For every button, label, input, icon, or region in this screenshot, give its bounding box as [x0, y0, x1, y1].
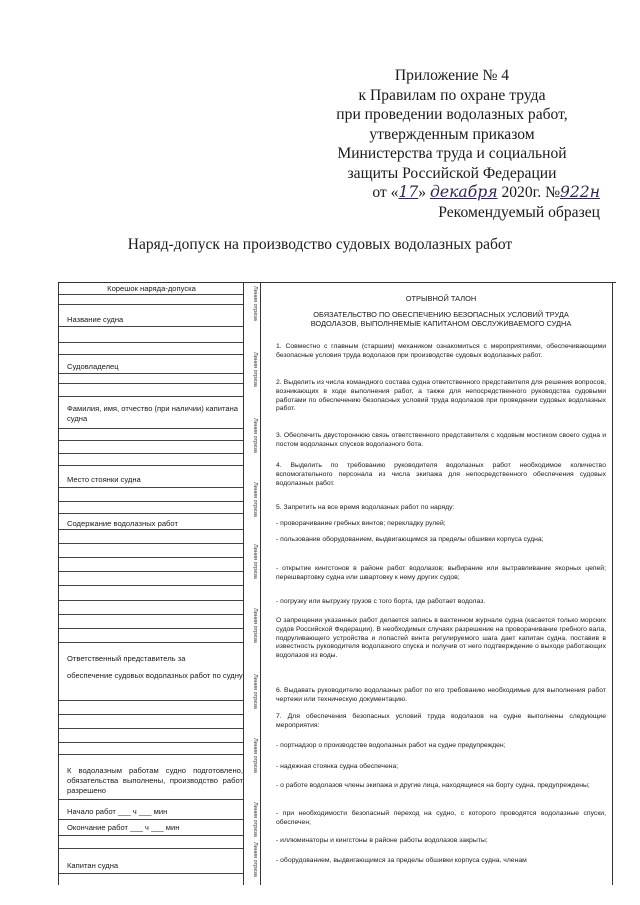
- captain-label: Капитан судна: [67, 861, 119, 870]
- coupon-paragraph: 1. Совместно с главным (старшим) механиком ознакомиться с мероприятиями, обеспечивающими безопасные условия труда водолазов при производстве судовых водолазных работ.: [276, 343, 606, 359]
- coupon-header: ОТРЫВНОЙ ТАЛОН: [405, 294, 477, 303]
- coupon-paragraph: 6. Выдавать руководителю водолазных работ по его требованию необходимые для выполнения работ чертежи или техническую документацию.: [276, 687, 606, 703]
- date-prefix: от «: [372, 184, 399, 201]
- content-label: Содержание водолазных работ: [67, 519, 178, 528]
- appendix-line: к Правилам по охране труда: [358, 86, 546, 104]
- coupon-item: - надежная стоянка судна обеспечена;: [276, 763, 399, 770]
- page-title: Наряд-допуск на производство судовых водолазных работ: [127, 236, 513, 253]
- coupon-item: - открытие кингстонов в районе работ водолазов; выбирание или вытравливание якорных цепей; перешвартовку судна или швартовку к нему других судов;: [276, 565, 606, 581]
- coupon-column: [270, 282, 613, 885]
- coupon-item: - портнадзор о производстве водолазных работ на судне предупрежден;: [276, 742, 506, 749]
- coupon-item: - при необходимости безопасный переход на судно, с которого проводятся водолазные спуски, обеспечен;: [276, 810, 606, 826]
- coupon-item: - пользование оборудованием, выдвигающимся за пределы обшивки корпуса судна;: [276, 536, 544, 543]
- appendix-line: утвержденным приказом: [369, 125, 535, 143]
- order-number: 922н: [559, 183, 600, 201]
- coupon-paragraph: 3. Обеспечить двустороннюю связь ответственного представителя с ходовым мостиком своего судна и постом водолазных спусков водолазного бота.: [276, 432, 606, 448]
- permit-form: Корешок наряда-допуска Название судна Судовладелец Фамилия, имя, отчество (при наличии) капитана судна Место стоянки судна Содержание водолазных работ Ответственный представитель за обеспечение судовых водолазных работ по судну К водолазным работам судно подготовлено, обязательства выполнены, производство работ разрешено Начало работ ___ ч ___ мин Окончание работ ___ ч ___ мин Капитан судна Линия отреза Линия отреза Линия отреза Линия отреза Линия отреза Линия отреза Линия отреза Линия отреза Линия отреза Линия отреза ОТРЫВНОЙ ТАЛОН ОБЯЗАТЕЛЬСТВО ПО ОБЕСПЕЧЕНИЮ БЕЗОПАСНЫХ УСЛОВИЙ ТРУДА ВОДОЛАЗОВ, ВЫПОЛНЯЕМЫЕ КАПИТАНОМ ОБСЛУЖИВАЕМОГО СУДНА 1. Совместно с главным (старшим) механиком ознакомиться с мероприятиями, обеспечивающими безопасные условия труда водолазов при производстве судовых водолазных работ. 2. Выделить из числа командного состава судна ответственного представителя для решения вопросов, возникающих в ходе выполнения работ, а также для непосредственного руководства судовыми работами по обеспечению безопасных условий труда водолазов при проведении судовых водолазных работ. 3. Обеспечить двустороннюю связь ответственного представителя с ходовым мостиком своего судна и постом водолазных спусков водолазного бота. 4. Выделить по требованию руководителя водолазных работ необходимое количество вспомогательного персонала из числа экипажа для непосредственного обеспечения судовых водолазных работ. 5. Запретить на все время водолазных работ по наряду: - проворачивание гребных винтов; перекладку рулей; - пользование оборудованием, выдвигающимся за пределы обшивки корпуса судна; - открытие кингстонов в районе работ водолазов; выбирание или вытравливание якорных цепей; перешвартовку судна или швартовку к нему других судов; - погрузку или выгрузку грузов с того борта, где работает водолаз. О запрещении указанных работ делается запись в вахтенном журнале судна (касается только морских судов Российской Федерации). В необходимых случаях разрешение на проворачивание гребного вала, подруливающего устройства и лопастей винта регулируемого шага дает капитан судна, поставив в известность руководителя водолазного спуска и получив от него подтверждение о выходе работающих водолазов из воды. 6. Выдавать руководителю водолазных работ по его требованию необходимые для выполнения работ чертежи или техническую документацию. 7. Для обеспечения безопасных условий труда водолазов на судне выполнены следующие мероприятия: - портнадзор о производстве водолазных работ на судне предупрежден; - надежная стоянка судна обеспечена; - о работе водолазов члены экипажа и другие лица, находящиеся на борту судна, предупреждены; - при необходимости безопасный переход на судно, с которого проводятся водолазные спуски, обеспечен; - иллюминаторы и кингстоны в районе работы водолазов закрыты; - оборудованием, выдвигающимся за пределы обшивки корпуса судна, членам: [58, 282, 616, 885]
- coupon-paragraph: 4. Выделить по требованию руководителя водолазных работ необходимое количество вспомогательного персонала из числа экипажа для непосредственного обеспечения судовых водолазных работ.: [276, 462, 606, 487]
- appendix-line: защиты Российской Федерации: [347, 164, 557, 182]
- date-month: декабря: [430, 183, 498, 201]
- coupon-paragraph: 2. Выделить из числа командного состава судна ответственного представителя для решения вопросов, возникающих в ходе выполнения работ, а также для непосредственного руководства судовыми работами по обеспечению безопасных условий труда водолазов при проведении судовых водолазных работ.: [276, 379, 606, 413]
- responsible-label: Ответственный представитель за: [67, 654, 186, 663]
- appendix-line: Министерства труда и социальной: [337, 145, 567, 162]
- stub-column: [58, 282, 244, 885]
- coupon-item: - погрузку или выгрузку грузов с того борта, где работает водолаз.: [276, 598, 486, 605]
- end-time-label: Окончание работ ___ ч ___ мин: [67, 823, 180, 832]
- coupon-item: - оборудованием, выдвигающимся за пределы обшивки корпуса судна, членам: [276, 857, 527, 864]
- ready-statement: К водолазным работам судно подготовлено, обязательства выполнены, производство работ разрешено: [67, 766, 243, 795]
- order-date-line: [302, 183, 602, 203]
- date-mid: »: [418, 184, 430, 201]
- start-time-label: Начало работ ___ ч ___ мин: [67, 807, 168, 816]
- appendix-block: [302, 66, 602, 222]
- responsible-label-2: обеспечение судовых водолазных работ по судну: [67, 671, 243, 680]
- owner-label: Судовладелец: [67, 362, 119, 371]
- coupon-item: - проворачивание гребных винтов; перекладку рулей;: [276, 520, 446, 527]
- stub-header: Корешок наряда-допуска: [107, 284, 196, 293]
- coupon-item: - о работе водолазов члены экипажа и другие лица, находящиеся на борту судна, предупреждены;: [276, 782, 590, 789]
- captain-name-label: Фамилия, имя, отчество (при наличии) капитана судна: [67, 404, 239, 423]
- appendix-line: Приложение № 4: [394, 67, 510, 84]
- coupon-item: - иллюминаторы и кингстоны в районе работы водолазов закрыты;: [276, 837, 488, 844]
- date-year: 2020г. №: [497, 184, 560, 201]
- appendix-line: при проведении водолазных работ,: [336, 106, 568, 123]
- coupon-paragraph: О запрещении указанных работ делается запись в вахтенном журнале судна (касается только морских судов Российской Федерации). В необходимых случаях разрешение на проворачивание гребного вала, подруливающего устройства и лопастей винта регулируемого шага дает капитан судна, поставив в известность руководителя водолазного спуска и получив от него подтверждение о выходе работающих водолазов из воды.: [276, 617, 606, 660]
- coupon-subtitle: ОБЯЗАТЕЛЬСТВО ПО ОБЕСПЕЧЕНИЮ БЕЗОПАСНЫХ УСЛОВИЙ ТРУДА ВОДОЛАЗОВ, ВЫПОЛНЯЕМЫЕ КАПИТАНОМ ОБСЛУЖИВАЕМОГО СУДНА: [310, 310, 572, 328]
- date-day: 17: [398, 183, 419, 201]
- parking-label: Место стоянки судна: [67, 475, 141, 484]
- sample-label: Рекомендуемый образец: [438, 203, 600, 221]
- coupon-paragraph: 7. Для обеспечения безопасных условий труда водолазов на судне выполнены следующие мероприятия:: [276, 713, 606, 729]
- vessel-name-label: Название судна: [67, 315, 124, 324]
- coupon-paragraph: 5. Запретить на все время водолазных работ по наряду:: [276, 504, 455, 511]
